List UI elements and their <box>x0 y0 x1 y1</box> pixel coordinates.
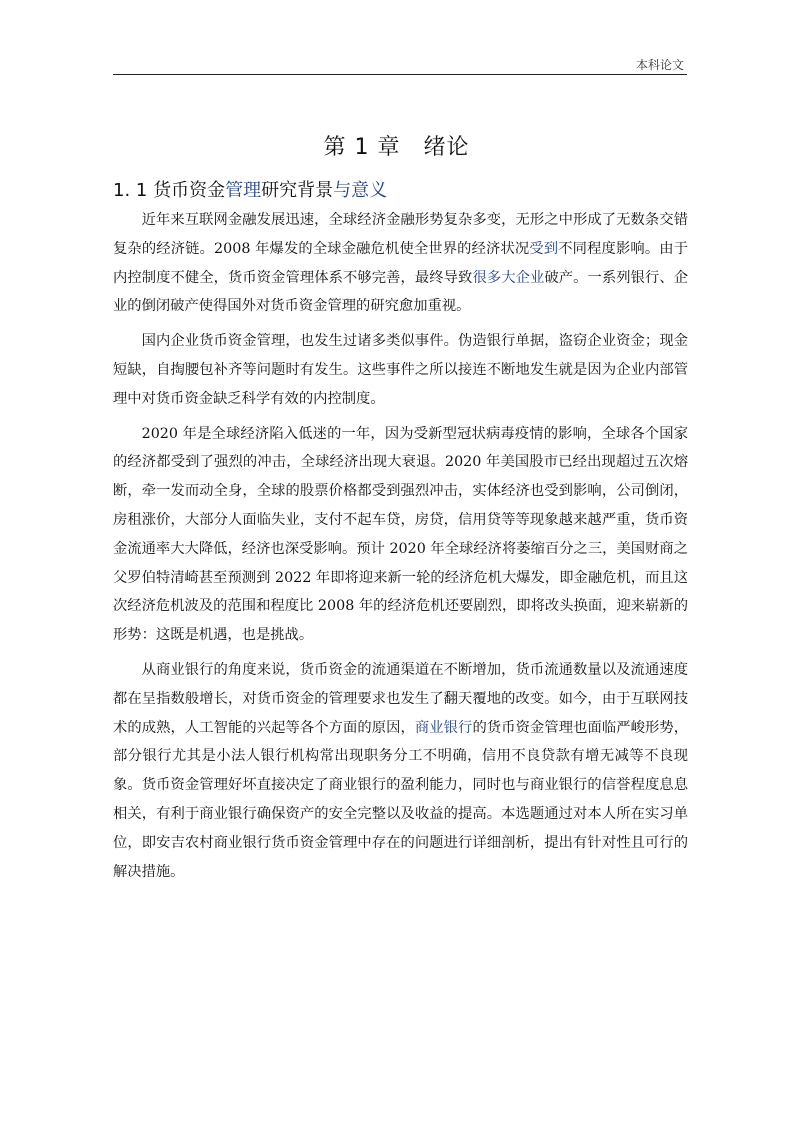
text-segment: 从商业银行的角度来说，货币资金的流通渠道在不断增加，货币流通数量以及流通速度都在呈指数般增长，对货币资金的管理要求也发生了翻天覆地的改变。如今，由于互联网技术的成熟，人工智能的兴起等各个方面的原因， <box>113 661 688 736</box>
paragraph: 国内企业货币资金管理，也发生过诸多类似事件。伪造银行单据，盗窃企业资金；现金短缺，自掏腰包补齐等问题时有发生。这些事件之所以接连不断地发生就是因为企业内部管理中对货币资金缺乏科学有效的内控制度。 <box>113 333 688 407</box>
section-title-part: 货币资金 <box>153 180 226 201</box>
running-header: 本科论文 <box>635 58 684 72</box>
section-title-part-link: 与意义 <box>333 180 388 201</box>
paragraph <box>113 206 688 321</box>
text-segment: 的货币资金管理也面临严峻形势，部分银行尤其是小法人银行机构常出现职务分工不明确，信用不良贷款有增无减等不良现象。货币资金管理好坏直接决定了商业银行的盈利能力，同时也与商业银行的信誉程度息息相关，有利于商业银行确保资产的安全完整以及收益的提高。本选题通过对本人所在实习单位，即安吉农村商业银行货币资金管理中存在的问题进行详细剖析，提出有针对性且可行的解决措施。 <box>113 719 689 880</box>
header-rule <box>113 74 687 75</box>
chapter-title: 第 1 章 绪论 <box>323 135 470 160</box>
text-segment: 近年来互联网金融发展迅速，全球经济金融形势复杂多变，无形之中形成了无数条交错复杂的经济链。2008 年爆发的全球金融危机使全世界的经济状况 <box>113 212 688 257</box>
highlighted-term: 很多大企业 <box>472 269 545 286</box>
text-segment: 破产。一系列银行、企业的倒闭破产使得国外对货币资金管理的研究愈加重视。 <box>113 269 689 315</box>
section-title-part: 研究背景 <box>261 180 334 201</box>
paragraph: 2020 年是全球经济陷入低迷的一年，因为受新型冠状病毒疫情的影响，全球各个国家的经济都受到了强烈的冲击，全球经济出现大衰退。2020 年美国股市已经出现超过五次熔断，牵一发而动全身，全球的股票价格都受到强烈冲击，实体经济也受到影响，公司倒闭，房租涨价，大部分人面临失业，支付不起车贷，房贷，信用贷等等现象越来越严重，货币资金流通率大大降低，经济也深受影响。预计 2020 年全球经济将萎缩百分之三，美国财商之父罗伯特清崎甚至预测到 2022 年即将迎来新一轮的经济危机大爆发，即金融危机，而且这次经济危机波及的范围和程度比 2008 年的经济危机还要剧烈，即将改头换面，迎来崭新的形势：这既是机遇，也是挑战。 <box>113 425 688 644</box>
highlighted-term: 商业银行 <box>414 719 473 736</box>
section-title <box>113 176 387 202</box>
body-text <box>113 206 688 892</box>
paragraph <box>113 656 688 886</box>
section-title-part-link: 管理 <box>225 180 262 201</box>
highlighted-term: 受到 <box>529 240 559 257</box>
section-number: 1. 1 <box>113 180 148 201</box>
text-segment: 不同程度影响。由于内控制度不健全，货币资金管理体系不够完善，最终导致 <box>113 240 689 286</box>
